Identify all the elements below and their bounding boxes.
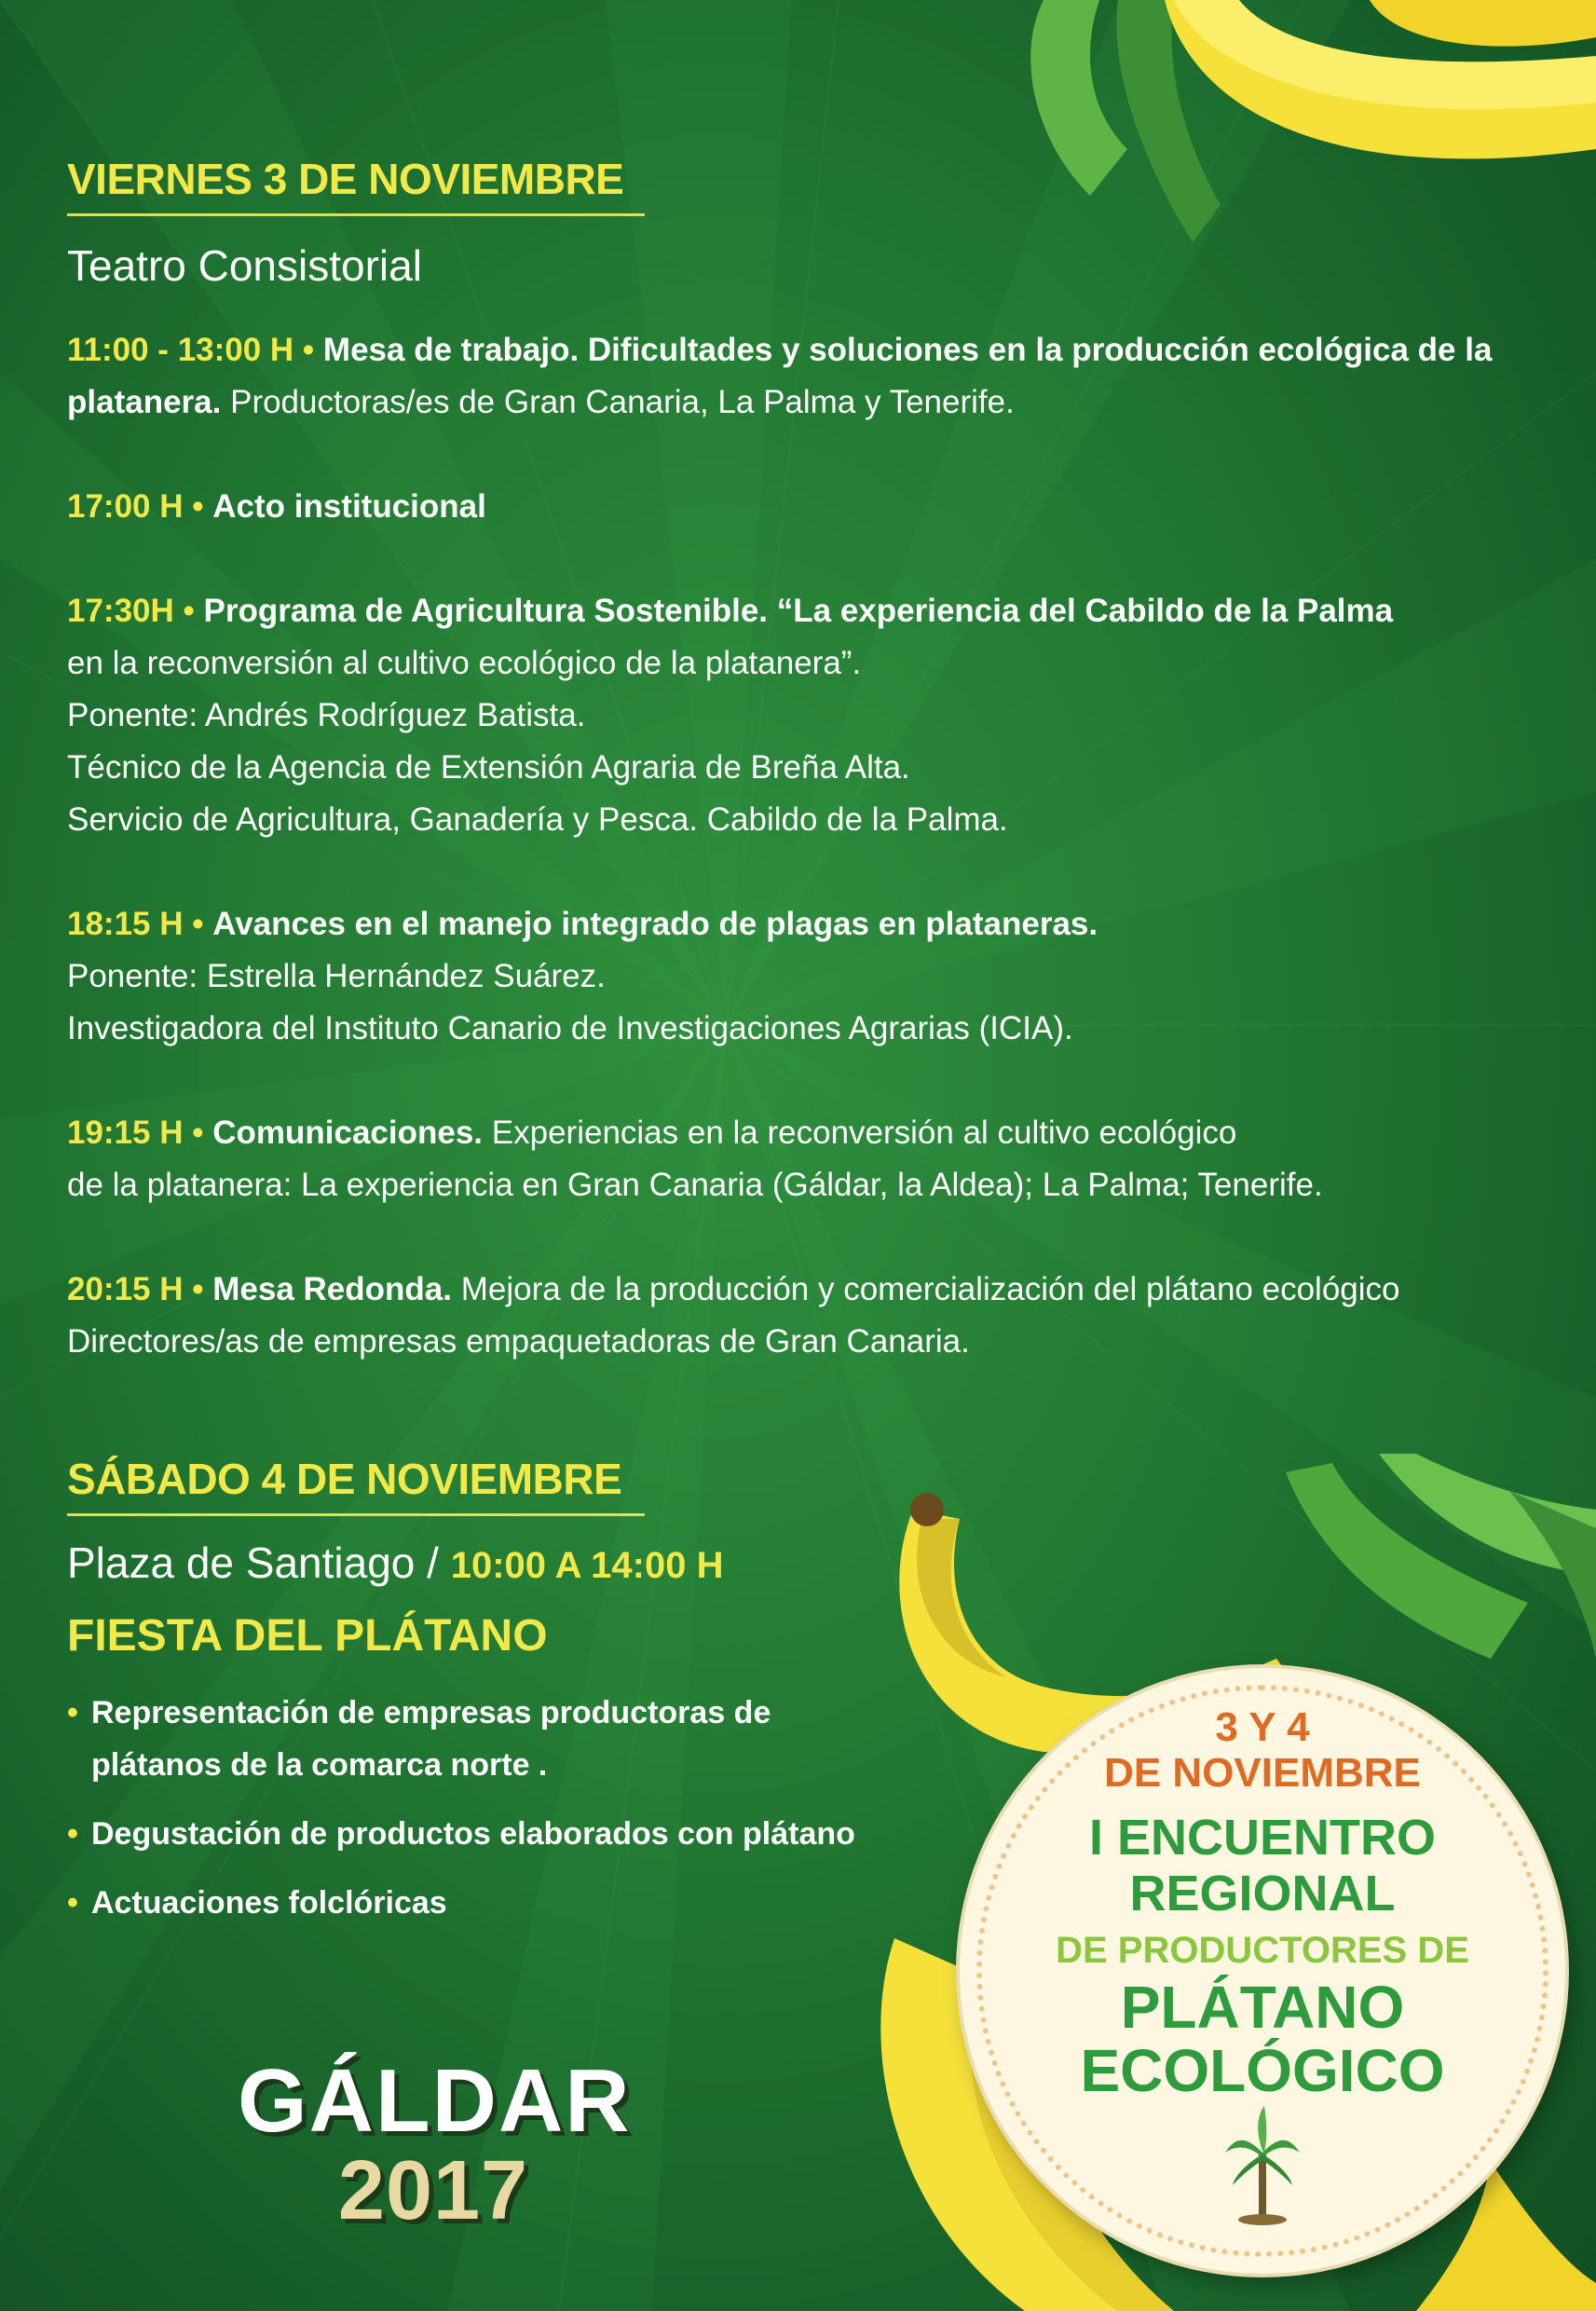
event-1 — [67, 324, 1548, 429]
event-6-line-2: Directores/as de empresas empaquetadoras de Gran Canaria. — [67, 1323, 970, 1360]
event-6-title: Mesa Redonda. — [212, 1271, 452, 1307]
list-item: • Degustación de productos elaborados con plátano — [67, 1808, 980, 1860]
friday-venue: Teatro Consistorial — [67, 241, 422, 290]
fiesta-title: FIESTA DEL PLÁTANO — [67, 1611, 548, 1661]
badge-regional: REGIONAL — [1129, 1866, 1396, 1921]
event-4-line-1: Ponente: Estrella Hernández Suárez. — [67, 958, 606, 994]
event-3 — [67, 585, 1548, 846]
friday-heading: VIERNES 3 DE NOVIEMBRE — [67, 154, 645, 216]
event-1-time: 11:00 - 13:00 H • — [67, 332, 315, 368]
badge-ecologico: ECOLÓGICO — [1080, 2037, 1445, 2104]
galdar-city: GÁLDAR — [238, 2051, 632, 2151]
event-3-line-4: Servicio de Agricultura, Ganadería y Pesca. Cabildo de la Palma. — [67, 801, 1008, 838]
event-2-title: Acto institucional — [212, 488, 486, 525]
event-4-title: Avances en el manejo integrado de plagas en plataneras. — [212, 906, 1098, 942]
event-4 — [67, 898, 1548, 1055]
banana-bunch-top-illustration — [978, 0, 1596, 280]
event-6 — [67, 1264, 1548, 1368]
event-5-line-2: de la platanera: La experiencia en Gran Canaria (Gáldar, la Aldea); La Palma; Tenerife. — [67, 1167, 1323, 1203]
event-5 — [67, 1107, 1548, 1211]
saturday-heading: SÁBADO 4 DE NOVIEMBRE — [67, 1454, 645, 1516]
event-5-time: 19:15 H • — [67, 1114, 204, 1151]
badge-platano: PLÁTANO — [1120, 1974, 1405, 2041]
list-item: • Actuaciones folclóricas — [67, 1877, 980, 1929]
event-5-line-1: Experiencias en la reconversión al cultivo ecológico — [491, 1114, 1237, 1151]
event-3-line-1: en la reconversión al cultivo ecológico de la platanera”. — [67, 645, 862, 681]
galdar-logo — [238, 2051, 632, 2237]
saturday-venue: Plaza de Santiago / — [67, 1538, 439, 1587]
badge-month: DE NOVIEMBRE — [1104, 1750, 1421, 1796]
badge-text — [960, 1705, 1565, 2102]
event-3-line-3: Técnico de la Agencia de Extensión Agraria de Breña Alta. — [67, 749, 910, 786]
list-item: • Representación de empresas productoras de plátanos de la comarca norte . — [67, 1687, 837, 1791]
event-1-title: Mesa de trabajo. Dificultades y soluciones en la producción ecológica de la platanera. — [67, 332, 1493, 420]
badge-productores: DE PRODUCTORES DE — [1056, 1930, 1469, 1971]
event-badge — [960, 1668, 1565, 2274]
event-6-line-1: Mejora de la producción y comercialización del plátano ecológico — [460, 1271, 1400, 1307]
event-3-line-2: Ponente: Andrés Rodríguez Batista. — [67, 697, 586, 733]
event-2-time: 17:00 H • — [67, 488, 204, 525]
badge-encuentro: I ENCUENTRO — [1088, 1810, 1436, 1866]
event-4-line-2: Investigadora del Instituto Canario de Investigaciones Agrarias (ICIA). — [67, 1010, 1073, 1046]
event-6-time: 20:15 H • — [67, 1271, 204, 1307]
galdar-year: 2017 — [337, 2144, 529, 2237]
event-2 — [67, 481, 1548, 533]
friday-program — [67, 324, 1548, 1420]
event-4-time: 18:15 H • — [67, 906, 204, 942]
event-5-title: Comunicaciones. — [212, 1114, 484, 1151]
badge-dates: 3 Y 4 — [1215, 1704, 1310, 1750]
banana-plant-icon — [1225, 2106, 1300, 2227]
event-3-time: 17:30H • — [67, 593, 195, 629]
saturday-time: 10:00 A 14:00 H — [450, 1545, 724, 1586]
event-1-line-1: Productoras/es de Gran Canaria, La Palma y Tenerife. — [230, 384, 1015, 420]
event-3-title: Programa de Agricultura Sostenible. “La experiencia del Cabildo de la Palma — [203, 593, 1394, 629]
saturday-venue-line — [67, 1538, 724, 1588]
